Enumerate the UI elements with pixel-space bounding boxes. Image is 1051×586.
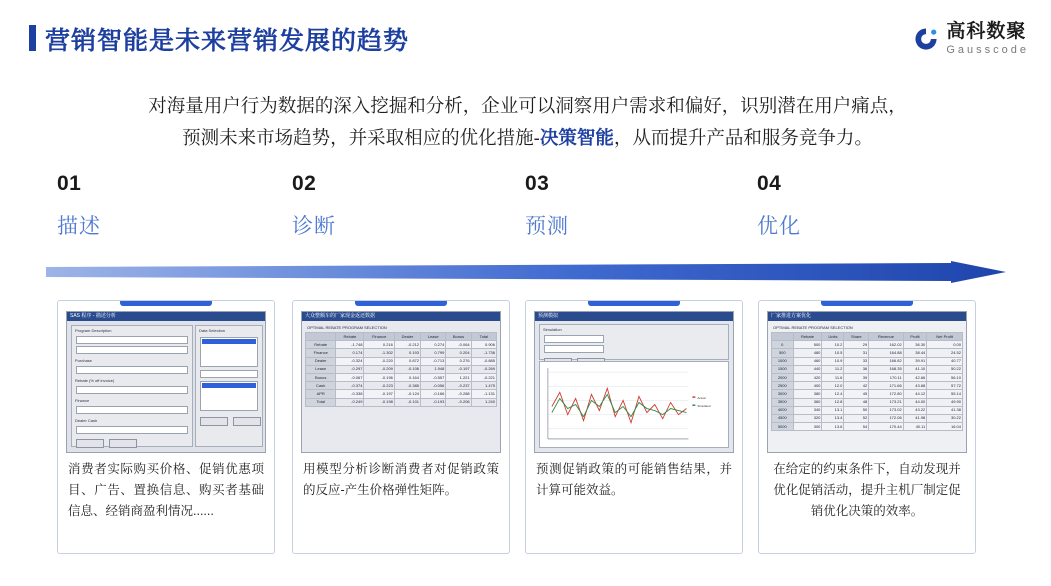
cell: -0.196 bbox=[364, 373, 394, 381]
row-header: 1000 bbox=[772, 357, 794, 365]
screenshot-titlebar: 预测模拟 bbox=[535, 312, 733, 321]
cell: 168.35 bbox=[869, 365, 903, 373]
row-header: Dealer bbox=[306, 357, 336, 365]
row-header: APR bbox=[306, 390, 336, 398]
card-predict[interactable] bbox=[525, 300, 743, 554]
cell: 42 bbox=[844, 382, 869, 390]
card-tab bbox=[588, 300, 680, 306]
card-caption: 用模型分析诊断消费者对促销政策的反应-产生价格弹性矩阵。 bbox=[303, 462, 499, 497]
step-item-02 bbox=[292, 172, 512, 240]
step-label: 预测 bbox=[525, 215, 569, 238]
row-header: 0 bbox=[772, 341, 794, 349]
column-header: Net Profit bbox=[927, 333, 963, 341]
cell: -0.221 bbox=[471, 373, 496, 381]
screenshot-diagnose bbox=[301, 311, 501, 453]
table-row bbox=[772, 414, 963, 422]
mini-field[interactable] bbox=[76, 366, 188, 374]
table-row bbox=[306, 398, 497, 406]
cell: 16.04 bbox=[927, 423, 963, 431]
cell: -0.212 bbox=[394, 341, 420, 349]
cell: 13.1 bbox=[822, 406, 844, 414]
cell: 440 bbox=[793, 365, 822, 373]
row-header: Lease bbox=[306, 365, 336, 373]
cell: -0.124 bbox=[394, 390, 420, 398]
table-row bbox=[306, 373, 497, 381]
table-row bbox=[772, 365, 963, 373]
cell: -0.269 bbox=[471, 365, 496, 373]
table-row bbox=[306, 349, 497, 357]
cell: 173.02 bbox=[869, 406, 903, 414]
simulation-controls-panel bbox=[539, 324, 729, 360]
cell: 173.21 bbox=[869, 398, 903, 406]
gausscode-logo-icon bbox=[913, 26, 939, 52]
cell: 166.82 bbox=[869, 357, 903, 365]
card-tab bbox=[821, 300, 913, 306]
cell: -1.131 bbox=[471, 390, 496, 398]
cell: -0.056 bbox=[421, 382, 446, 390]
cell: 10.5 bbox=[822, 349, 844, 357]
mini-field[interactable] bbox=[200, 370, 258, 378]
cell: -0.374 bbox=[336, 382, 364, 390]
logo-name-en: Gausscode bbox=[946, 44, 1029, 56]
table-row bbox=[306, 365, 497, 373]
data-list[interactable] bbox=[200, 381, 258, 411]
cell: -0.067 bbox=[336, 373, 364, 381]
slide-header bbox=[0, 0, 1051, 72]
cell: -0.197 bbox=[364, 390, 394, 398]
logo-name-cn: 高科数聚 bbox=[946, 21, 1027, 42]
cell: 172.06 bbox=[869, 414, 903, 422]
cell: 170.44 bbox=[869, 423, 903, 431]
table-row bbox=[772, 373, 963, 381]
table-row bbox=[306, 382, 497, 390]
cell: 172.80 bbox=[869, 390, 903, 398]
lead-paragraph bbox=[55, 90, 1000, 154]
table-row bbox=[772, 423, 963, 431]
screenshot-body bbox=[302, 321, 500, 452]
column-header: Revenue bbox=[869, 333, 903, 341]
cell: 12.4 bbox=[822, 390, 844, 398]
row-header: Finance bbox=[306, 349, 336, 357]
cell: 41.98 bbox=[903, 414, 927, 422]
cell: 40.77 bbox=[927, 357, 963, 365]
column-header: Units bbox=[822, 333, 844, 341]
cell: -0.338 bbox=[336, 390, 364, 398]
cell: -0.198 bbox=[364, 398, 394, 406]
mini-field[interactable] bbox=[76, 346, 188, 354]
table-row bbox=[772, 406, 963, 414]
cell: -0.713 bbox=[421, 357, 446, 365]
column-header: Total bbox=[471, 333, 496, 341]
mini-field[interactable] bbox=[76, 386, 188, 394]
cell: 0.193 bbox=[394, 349, 420, 357]
table-row bbox=[772, 390, 963, 398]
row-header: 2500 bbox=[772, 382, 794, 390]
data-selection-panel bbox=[195, 325, 263, 447]
cell: 460 bbox=[793, 357, 822, 365]
lead-highlight: 决策智能 bbox=[539, 127, 614, 148]
brand-logo bbox=[913, 22, 1029, 56]
cell: 380 bbox=[793, 390, 822, 398]
cell: 0.276 bbox=[446, 357, 471, 365]
row-header: 3500 bbox=[772, 398, 794, 406]
step-number: 04 bbox=[757, 172, 782, 195]
screenshot-body bbox=[67, 321, 265, 452]
cell: 500 bbox=[793, 341, 822, 349]
step-number: 02 bbox=[292, 172, 317, 195]
row-header: Bonus bbox=[306, 373, 336, 381]
cell: 13.4 bbox=[822, 414, 844, 422]
step-list bbox=[0, 172, 1051, 252]
column-header: Share bbox=[844, 333, 869, 341]
mini-field[interactable] bbox=[76, 426, 188, 434]
cell: 45 bbox=[844, 390, 869, 398]
field-label: Rebate (% off invoice) bbox=[75, 378, 115, 383]
cell: -0.223 bbox=[364, 382, 394, 390]
data-list[interactable] bbox=[200, 337, 258, 367]
cell: -0.106 bbox=[394, 365, 420, 373]
cell: -0.885 bbox=[471, 357, 496, 365]
table-row bbox=[306, 341, 497, 349]
row-header: 3000 bbox=[772, 390, 794, 398]
cell: 56.10 bbox=[927, 373, 963, 381]
screenshot-titlebar: 大众整额车的厂家现金返还数据 bbox=[302, 312, 500, 321]
cell: 0.872 bbox=[394, 357, 420, 365]
step-item-04 bbox=[757, 172, 977, 240]
cell: 0.204 bbox=[446, 349, 471, 357]
cell: 170.11 bbox=[869, 373, 903, 381]
screenshot-body bbox=[768, 321, 966, 452]
column-header: Rebate bbox=[336, 333, 364, 341]
row-header: 4000 bbox=[772, 406, 794, 414]
cell: 320 bbox=[793, 414, 822, 422]
cell: -1.748 bbox=[336, 341, 364, 349]
column-header: Profit bbox=[903, 333, 927, 341]
cell: 40.11 bbox=[903, 423, 927, 431]
cell: 1.221 bbox=[446, 373, 471, 381]
column-header: Lease bbox=[421, 333, 446, 341]
cell: 43.22 bbox=[903, 406, 927, 414]
cell: 38.44 bbox=[903, 349, 927, 357]
panel-title: Data Selection bbox=[199, 328, 226, 333]
row-header: Cash bbox=[306, 382, 336, 390]
step-label: 描述 bbox=[57, 215, 101, 238]
cell: 10.2 bbox=[822, 341, 844, 349]
card-describe[interactable] bbox=[57, 300, 275, 554]
cell: 340 bbox=[793, 406, 822, 414]
field-label: Purchase bbox=[75, 358, 92, 363]
cell: -0.206 bbox=[446, 398, 471, 406]
cell: 420 bbox=[793, 373, 822, 381]
screenshot-optimize bbox=[767, 311, 967, 453]
cell: -0.193 bbox=[421, 398, 446, 406]
report-subtitle: OPTIMAL REBATE PROGRAM SELECTION bbox=[773, 325, 853, 330]
cell: 57.72 bbox=[927, 382, 963, 390]
step-label: 诊断 bbox=[292, 215, 336, 238]
cell: 41.38 bbox=[927, 406, 963, 414]
cell: 300 bbox=[793, 423, 822, 431]
cell: 164.88 bbox=[869, 349, 903, 357]
cell: -0.249 bbox=[336, 398, 364, 406]
table-row bbox=[306, 357, 497, 365]
cell: -0.557 bbox=[421, 373, 446, 381]
table-row bbox=[772, 349, 963, 357]
clear-all-button[interactable] bbox=[233, 417, 261, 426]
cell: 24.52 bbox=[927, 349, 963, 357]
elasticity-matrix-table bbox=[305, 332, 497, 407]
card-tab bbox=[355, 300, 447, 306]
screenshot-titlebar: 厂家推进方案优化 bbox=[768, 312, 966, 321]
cell: 41.10 bbox=[903, 365, 927, 373]
table-corner-cell bbox=[306, 333, 336, 341]
cell: 1.948 bbox=[421, 365, 446, 373]
screenshot-body bbox=[535, 321, 733, 452]
cell: 0.799 bbox=[421, 349, 446, 357]
cell: 39.91 bbox=[903, 357, 927, 365]
cell: 162.02 bbox=[869, 341, 903, 349]
cell: -0.385 bbox=[394, 382, 420, 390]
row-header: Rebate bbox=[306, 341, 336, 349]
cell: 44.12 bbox=[903, 390, 927, 398]
cell: 36.30 bbox=[903, 341, 927, 349]
table-row bbox=[772, 357, 963, 365]
lead-line-2-before: 预测未来市场趋势，并采取相应的优化措施- bbox=[182, 127, 540, 148]
table-row bbox=[306, 390, 497, 398]
column-header: Dealer bbox=[394, 333, 420, 341]
send-button[interactable] bbox=[76, 439, 104, 448]
row-header: 2000 bbox=[772, 373, 794, 381]
cell: -0.197 bbox=[446, 365, 471, 373]
cell: 12.8 bbox=[822, 398, 844, 406]
cell: 480 bbox=[793, 349, 822, 357]
cell: -1.736 bbox=[471, 349, 496, 357]
table-corner-cell bbox=[772, 333, 794, 341]
cell: 39 bbox=[844, 373, 869, 381]
lead-line-2 bbox=[55, 122, 1000, 154]
control-label: Simulation bbox=[543, 327, 562, 332]
step-number: 03 bbox=[525, 172, 550, 195]
svg-text:Simulated: Simulated bbox=[697, 403, 711, 408]
screenshot-titlebar: SAS 程序 - 描述分析 bbox=[67, 312, 265, 321]
cell: -0.209 bbox=[364, 365, 394, 373]
cell: 0.216 bbox=[364, 341, 394, 349]
cell: 36 bbox=[844, 365, 869, 373]
scenario-select[interactable] bbox=[544, 335, 604, 343]
program-description-panel bbox=[71, 325, 193, 447]
card-caption: 消费者实际购买价格、促销优惠项目、广告、置换信息、购买者基础信息、经销商盈利情况...... bbox=[68, 462, 264, 518]
cell: 1.475 bbox=[471, 382, 496, 390]
column-header: Rebate bbox=[793, 333, 822, 341]
screenshot-describe bbox=[66, 311, 266, 453]
cell: 0.164 bbox=[394, 373, 420, 381]
cell: 13.6 bbox=[822, 423, 844, 431]
optimization-table bbox=[771, 332, 963, 431]
list-selected-row bbox=[202, 339, 256, 344]
screenshot-predict bbox=[534, 311, 734, 453]
cell: 52 bbox=[844, 414, 869, 422]
cell: 11.6 bbox=[822, 373, 844, 381]
forecast-chart bbox=[539, 361, 729, 448]
close-button[interactable] bbox=[109, 439, 137, 448]
lead-line-2-after: ，从而提升产品和服务竞争力。 bbox=[613, 127, 873, 148]
mini-field[interactable] bbox=[76, 406, 188, 414]
row-header: 1500 bbox=[772, 365, 794, 373]
cell: 400 bbox=[793, 382, 822, 390]
progress-arrow-icon bbox=[46, 261, 1006, 283]
column-header: Finance bbox=[364, 333, 394, 341]
cell: -0.064 bbox=[446, 341, 471, 349]
mini-field[interactable] bbox=[76, 336, 188, 344]
column-header: Bonus bbox=[446, 333, 471, 341]
row-header: 500 bbox=[772, 349, 794, 357]
cell: 33 bbox=[844, 357, 869, 365]
card-caption: 预测促销政策的可能销售结果，并计算可能效益。 bbox=[536, 462, 732, 497]
field-label: Dealer Cash bbox=[75, 418, 98, 423]
row-header: 5000 bbox=[772, 423, 794, 431]
panel-title: Program Description bbox=[75, 328, 112, 333]
cell: 43.68 bbox=[903, 382, 927, 390]
cell: 11.2 bbox=[822, 365, 844, 373]
row-header: Total bbox=[306, 398, 336, 406]
cell: 30.22 bbox=[927, 414, 963, 422]
cell: -0.237 bbox=[446, 382, 471, 390]
cell: 10.9 bbox=[822, 357, 844, 365]
cell: 44.00 bbox=[903, 398, 927, 406]
field-label: Finance bbox=[75, 398, 90, 403]
cell: -0.101 bbox=[394, 398, 420, 406]
cell: 1.240 bbox=[471, 398, 496, 406]
report-subtitle: OPTIMAL REBATE PROGRAM SELECTION bbox=[307, 325, 387, 330]
cell: 50.22 bbox=[927, 365, 963, 373]
cell: 0.00 bbox=[927, 341, 963, 349]
lead-line-1: 对海量用户行为数据的深入挖掘和分析，企业可以洞察用户需求和偏好，识别潜在用户痛点， bbox=[148, 95, 907, 116]
page-title: 营销智能是未来营销发展的趋势 bbox=[45, 27, 410, 55]
cell: 31 bbox=[844, 349, 869, 357]
parameter-field[interactable] bbox=[544, 345, 604, 353]
step-item-01 bbox=[57, 172, 277, 240]
select-all-button[interactable] bbox=[200, 417, 228, 426]
forecast-chart-svg bbox=[540, 362, 728, 447]
cell: 360 bbox=[793, 398, 822, 406]
cell: 54 bbox=[844, 423, 869, 431]
cell: -0.220 bbox=[364, 357, 394, 365]
card-list bbox=[0, 300, 1051, 560]
title-accent-bar bbox=[29, 25, 36, 51]
table-header-row bbox=[306, 333, 497, 341]
cell: -1.302 bbox=[364, 349, 394, 357]
cell: -0.288 bbox=[446, 390, 471, 398]
step-number: 01 bbox=[57, 172, 82, 195]
step-label: 优化 bbox=[757, 215, 801, 238]
cell: 0.906 bbox=[471, 341, 496, 349]
card-caption: 在给定的约束条件下，自动发现并优化促销活动，提升主机厂制定促销优化决策的效率。 bbox=[773, 462, 961, 518]
card-optimize[interactable] bbox=[758, 300, 976, 554]
cell: 55.14 bbox=[927, 390, 963, 398]
cell: -0.166 bbox=[421, 390, 446, 398]
card-tab bbox=[120, 300, 212, 306]
table-row bbox=[772, 341, 963, 349]
table-header-row bbox=[772, 333, 963, 341]
cell: 0.274 bbox=[421, 341, 446, 349]
table-row bbox=[772, 398, 963, 406]
table-row bbox=[772, 382, 963, 390]
cell: 42.66 bbox=[903, 373, 927, 381]
cell: -0.297 bbox=[336, 365, 364, 373]
cell: 171.66 bbox=[869, 382, 903, 390]
cell: 0.174 bbox=[336, 349, 364, 357]
svg-text:Actual: Actual bbox=[697, 395, 706, 400]
list-selected-row bbox=[202, 383, 256, 388]
step-item-03 bbox=[525, 172, 745, 240]
card-diagnose[interactable] bbox=[292, 300, 510, 554]
cell: -0.324 bbox=[336, 357, 364, 365]
cell: 29 bbox=[844, 341, 869, 349]
cell: 49.90 bbox=[927, 398, 963, 406]
cell: 48 bbox=[844, 398, 869, 406]
cell: 50 bbox=[844, 406, 869, 414]
row-header: 4500 bbox=[772, 414, 794, 422]
cell: 12.0 bbox=[822, 382, 844, 390]
